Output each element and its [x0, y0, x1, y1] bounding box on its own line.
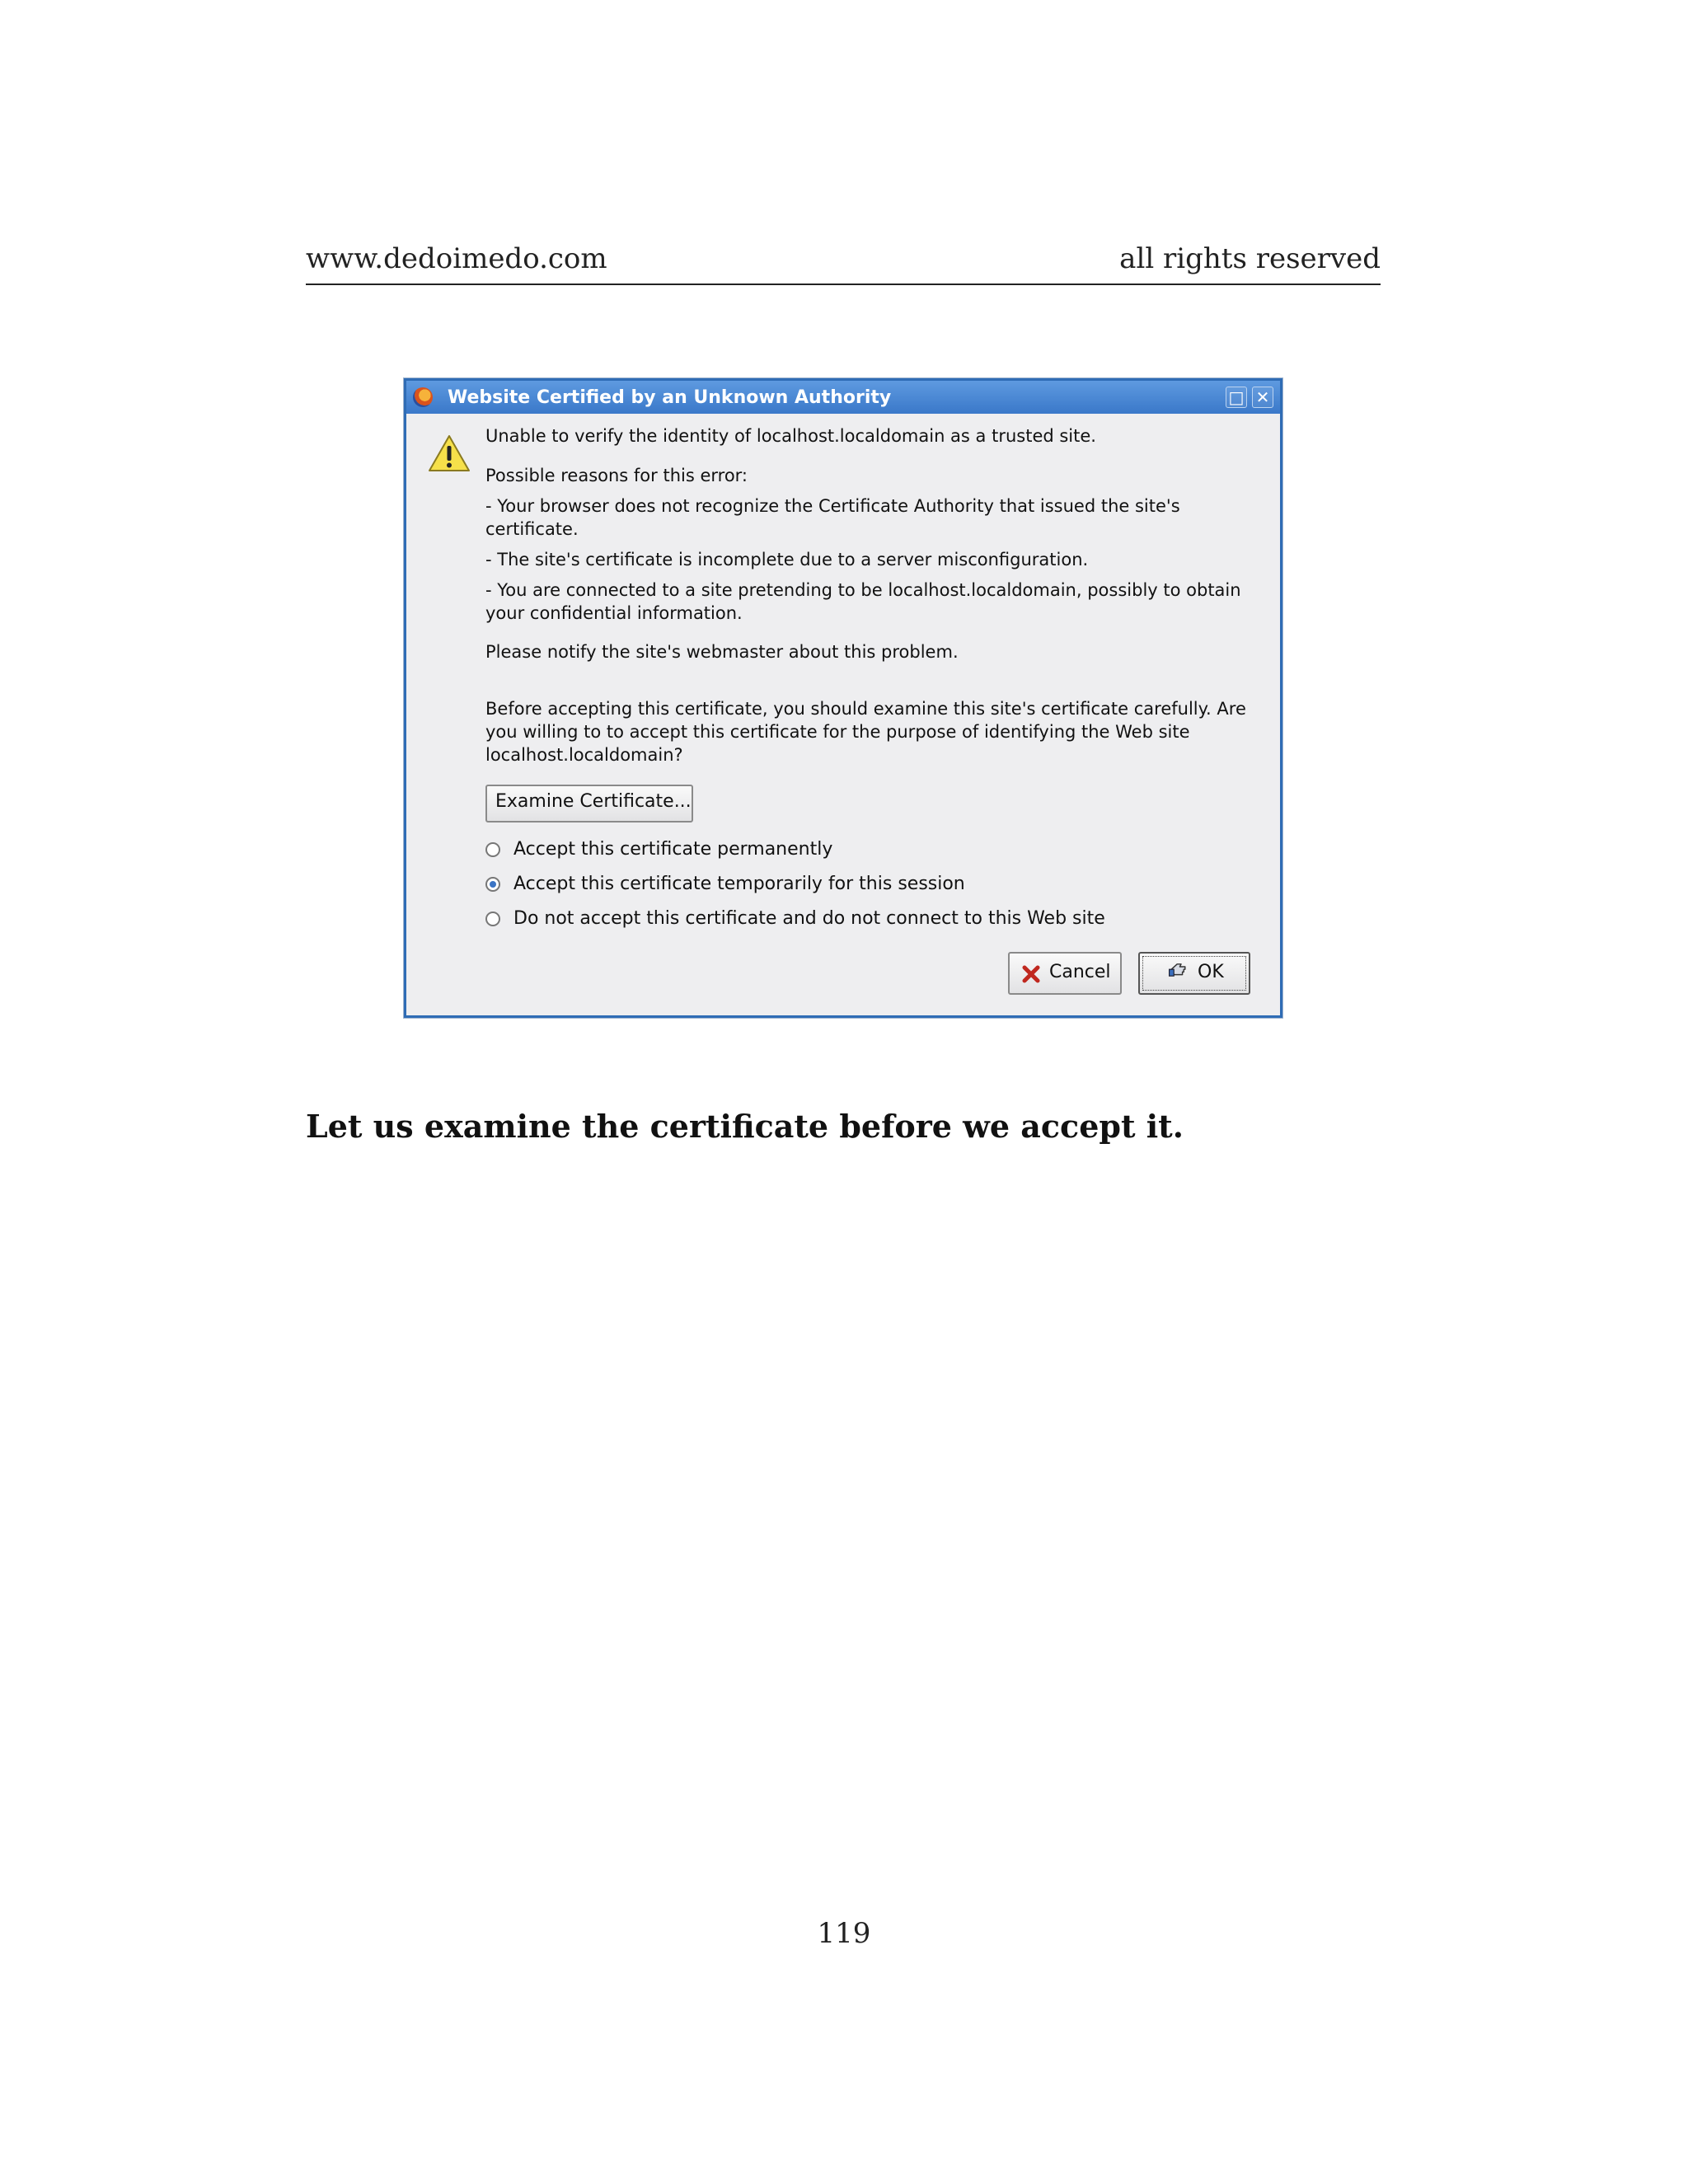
ok-hand-icon	[1168, 960, 1188, 980]
examine-certificate-button[interactable]: Examine Certificate...	[485, 785, 693, 823]
cancel-label: Cancel	[1049, 962, 1111, 982]
radio-do-not-accept[interactable]	[485, 912, 500, 926]
ok-button[interactable]	[1138, 952, 1250, 995]
reason-unrecognized-authority: - Your browser does not recognize the Certificate Authority that issued the site's certificate.	[485, 496, 1180, 539]
dialog-title: Website Certified by an Unknown Authority	[448, 387, 892, 408]
radio-accept-session[interactable]	[485, 877, 500, 892]
verify-message: Unable to verify the identity of localhost.localdomain as a trusted site.	[485, 426, 1096, 446]
page-number: 119	[817, 1917, 871, 1950]
ok-label: OK	[1198, 962, 1224, 982]
maximize-button[interactable]	[1226, 387, 1247, 408]
warning-icon	[428, 434, 471, 472]
before-accepting-text: Before accepting this certificate, you should examine this site's certificate carefully. Are you willing to to accept this certificate for the purpose of identifying the Web site localhost.localdomain?	[485, 699, 1246, 765]
reason-impersonation: - You are connected to a site pretending to be localhost.localdomain, possibly to obtain your confidential information.	[485, 580, 1241, 623]
maximize-icon: □	[1228, 387, 1245, 407]
red-x-icon	[1021, 964, 1041, 984]
option-label: Accept this certificate temporarily for this session	[513, 874, 965, 894]
cancel-button[interactable]	[1008, 952, 1122, 995]
header-rights: all rights reserved	[1119, 242, 1381, 275]
close-button[interactable]	[1252, 387, 1273, 408]
firefox-icon	[413, 387, 433, 407]
page-header	[306, 241, 1381, 285]
reason-incomplete-certificate: - The site's certificate is incomplete due to a server misconfiguration.	[485, 550, 1089, 569]
caption-text: Let us examine the certificate before we accept it.	[306, 1108, 1184, 1145]
close-icon: ✕	[1255, 387, 1270, 407]
dialog-titlebar[interactable]	[406, 381, 1280, 414]
radio-accept-permanently[interactable]	[485, 842, 500, 857]
option-label: Do not accept this certificate and do not connect to this Web site	[513, 908, 1105, 929]
notify-webmaster: Please notify the site's webmaster about this problem.	[485, 642, 959, 662]
certificate-dialog	[404, 378, 1282, 1018]
reasons-heading: Possible reasons for this error:	[485, 466, 748, 485]
header-site-url: www.dedoimedo.com	[306, 242, 607, 275]
option-label: Accept this certificate permanently	[513, 839, 833, 860]
